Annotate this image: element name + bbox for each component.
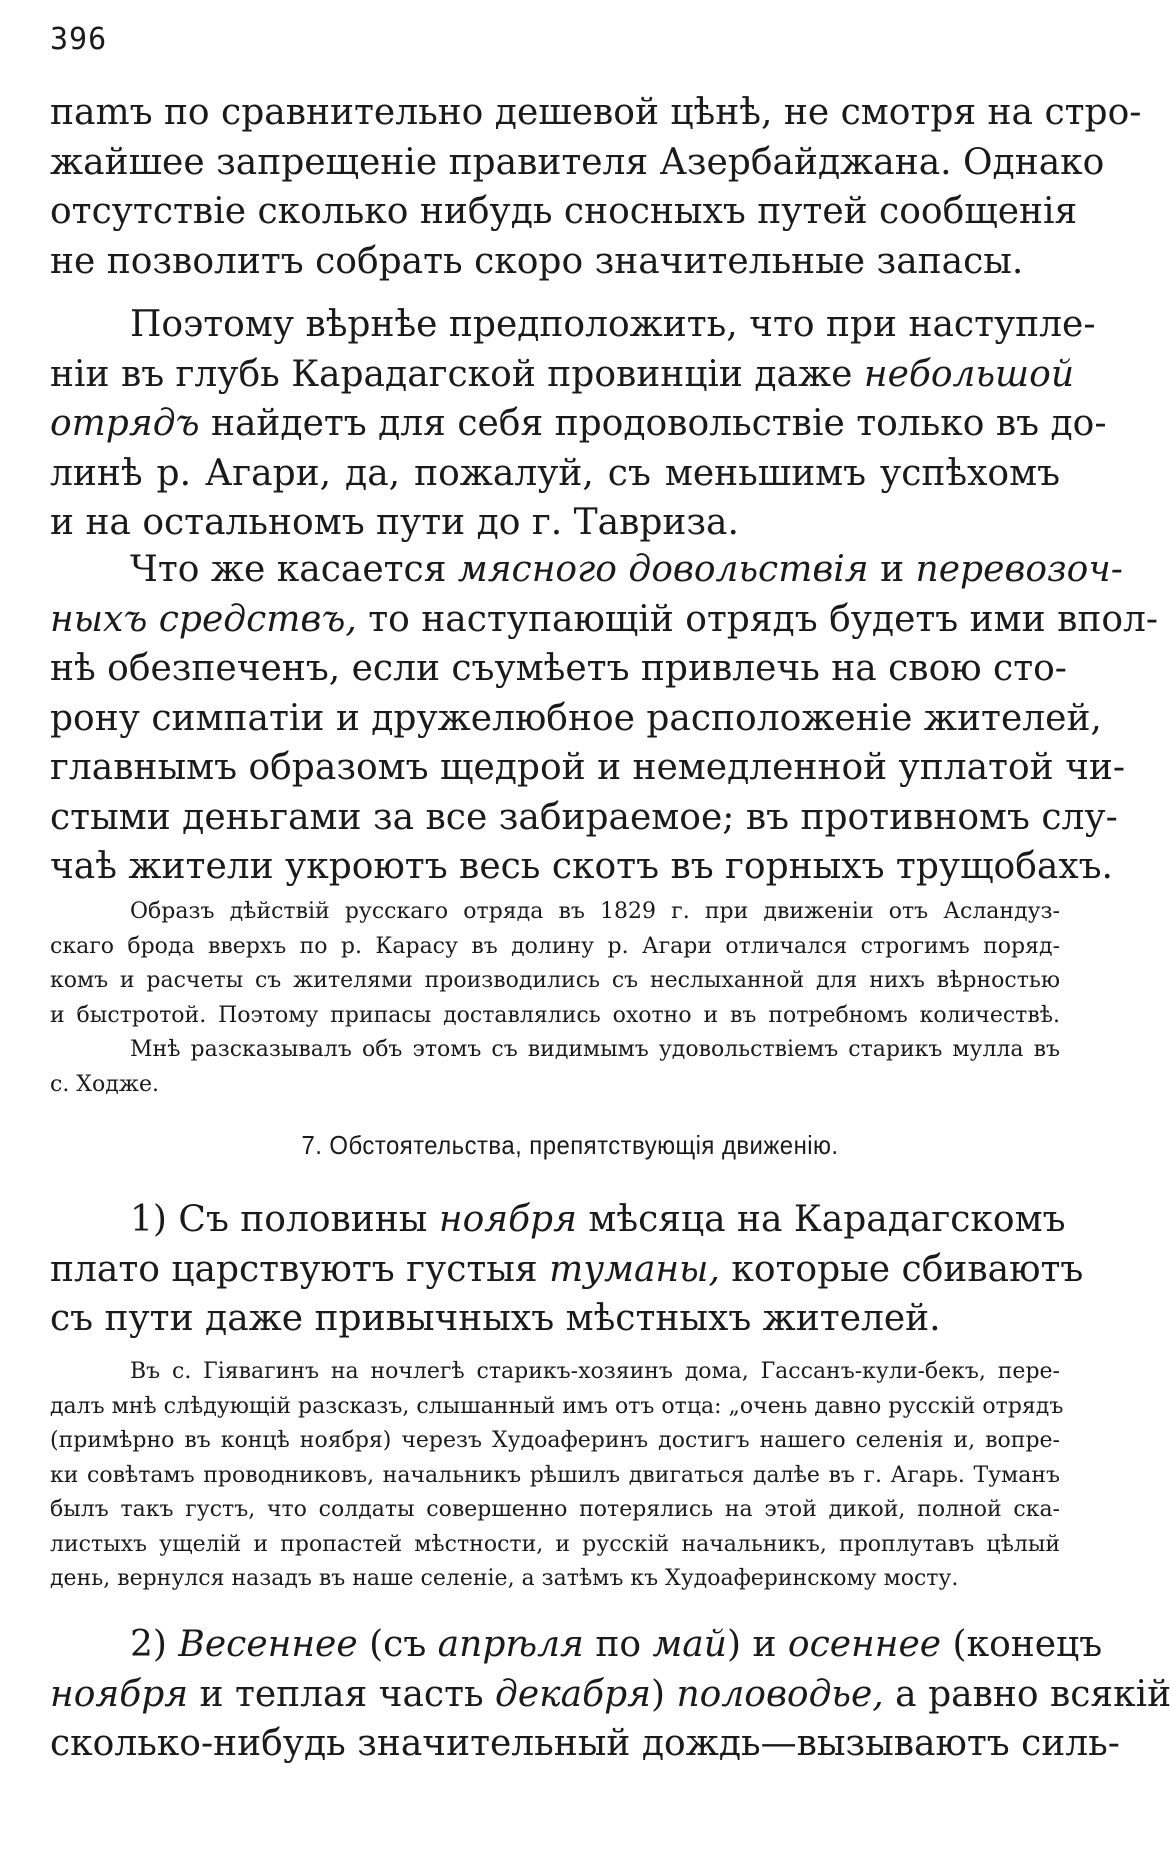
text-line: отсутствіе сколько нибудь сносныхъ путей сообщенія <box>50 191 1078 232</box>
note-line: Въ с. Гіявагинъ на ночлегѣ старикъ-хозяинъ дома, Гассанъ-кули-бекъ, пере- <box>130 1359 1060 1384</box>
text-line: и на остальномъ пути до г. Тавриза. <box>50 502 739 543</box>
footnote-1 <box>50 895 1060 1102</box>
italic-emphasis: небольшой <box>863 353 1075 395</box>
text-line: ноября и теплая часть декабря) половодье, а равно всякій <box>50 1673 1171 1715</box>
text-line: Что же касается мясного довольствія и перевозоч- <box>130 549 1123 590</box>
text-line: нѣ обезпеченъ, если съумѣетъ привлечь на свою сто- <box>50 648 1067 689</box>
paragraph-2 <box>50 300 1107 548</box>
italic-emphasis: декабря <box>495 1673 651 1715</box>
text-line: ніи въ глубь Карадагской провинціи даже небольшой <box>50 353 1075 395</box>
italic-emphasis: перевозоч- <box>915 549 1123 590</box>
italic-emphasis: ноября <box>438 1199 577 1240</box>
italic-emphasis: мясного довольствія <box>457 549 869 590</box>
italic-emphasis: ныхъ средствъ, <box>50 598 357 640</box>
note-line: (примѣрно въ концѣ ноября) черезъ Худоаферинъ достигъ нашего селенія и, вопре- <box>50 1428 1060 1453</box>
text-line: пamъ по сравнительно дешевой цѣнѣ, не смотря на стро- <box>50 92 1142 133</box>
note-line: скаго брода вверхъ по р. Карасу въ долину р. Агари отличался строгимъ поряд- <box>50 933 1060 959</box>
text-line: главнымъ образомъ щедрой и немедленной уплатой чи- <box>50 747 1126 788</box>
text-line: ныхъ средствъ, то наступающій отрядъ будетъ ими впол- <box>50 598 1159 640</box>
italic-emphasis: туманы, <box>549 1248 720 1290</box>
note-line: былъ такъ густъ, что солдаты совершенно потерялись на этой дикой, полной ска- <box>50 1497 1060 1522</box>
text-line: линѣ р. Агари, да, пожалуй, съ меньшимъ успѣхомъ <box>50 452 1060 494</box>
italic-emphasis: апрѣля <box>437 1624 584 1665</box>
page-number: 396 <box>50 22 108 57</box>
italic-emphasis: отрядъ <box>50 403 200 444</box>
note-line: листыхъ ущелій и пропастей мѣстности, и русскій начальникъ, проплутавъ цѣлый <box>50 1531 1060 1557</box>
paragraph-3 <box>50 545 1159 892</box>
note-line: день, вернулся назадъ въ наше селеніе, а затѣмъ къ Худоаферинскому мосту. <box>50 1566 959 1591</box>
note-line: Образъ дѣйствій русскаго отряда въ 1829 г. при движеніи отъ Асландуз- <box>130 899 1060 924</box>
paragraph-5 <box>50 1620 1171 1769</box>
italic-emphasis: ноября <box>50 1673 189 1715</box>
italic-emphasis: осеннее <box>787 1624 942 1665</box>
text-line: сколько-нибудь значительный дождь—вызываютъ силь- <box>50 1723 1120 1764</box>
text-line: не позволитъ собрать скоро значительные запасы. <box>50 240 1024 282</box>
text-line: чаѣ жители укроютъ весь скотъ въ горныхъ трущобахъ. <box>50 846 1114 887</box>
paragraph-4 <box>50 1195 1084 1344</box>
note-line: с. Ходже. <box>50 1071 160 1097</box>
text-line: жайшее запрещеніе правителя Азербайджана. Однако <box>50 141 1105 183</box>
text-line: отрядъ найдетъ для себя продовольствіе только въ до- <box>50 403 1107 444</box>
italic-emphasis: половодье, <box>676 1673 884 1715</box>
text-line: Поэтому вѣрнѣе предположить, что при наступле- <box>130 304 1096 345</box>
text-line: съ пути даже привычныхъ мѣстныхъ жителей. <box>50 1298 941 1339</box>
note-line: далъ мнѣ слѣдующій разсказъ, слышанный имъ отъ отца: „очень давно русскій отрядъ <box>50 1393 1064 1419</box>
paragraph-1 <box>50 88 1142 286</box>
note-line: Мнѣ разсказывалъ объ этомъ съ видимымъ удовольствіемъ старикъ мулла въ <box>130 1037 1060 1062</box>
text-line: стыми деньгами за все забираемое; въ противномъ слу- <box>50 796 1118 838</box>
note-line: комъ и расчеты съ жителями производились съ неслыханной для нихъ вѣрностью <box>50 968 1060 993</box>
section-heading: 7. Обстоятельства, препятствующія движенію. <box>301 1130 839 1160</box>
italic-emphasis: Весеннее <box>178 1624 358 1665</box>
text-line: плато царствуютъ густыя туманы, которые сбиваютъ <box>50 1248 1084 1290</box>
note-line: и быстротой. Поэтому припасы доставлялись охотно и въ потребномъ количествѣ. <box>50 1002 1060 1028</box>
italic-emphasis: май <box>652 1624 727 1665</box>
footnote-2 <box>50 1355 1064 1597</box>
text-line: 2) Весеннее (съ апрѣля по май) и осеннее (конецъ <box>130 1624 1103 1665</box>
text-line: 1) Съ половины ноября мѣсяца на Карадагскомъ <box>130 1199 1066 1240</box>
note-line: ки совѣтамъ проводниковъ, начальникъ рѣшилъ двигаться далѣе въ г. Агарь. Туманъ <box>50 1462 1060 1488</box>
text-line: рону симпатіи и дружелюбное расположеніе жителей, <box>50 697 1102 739</box>
